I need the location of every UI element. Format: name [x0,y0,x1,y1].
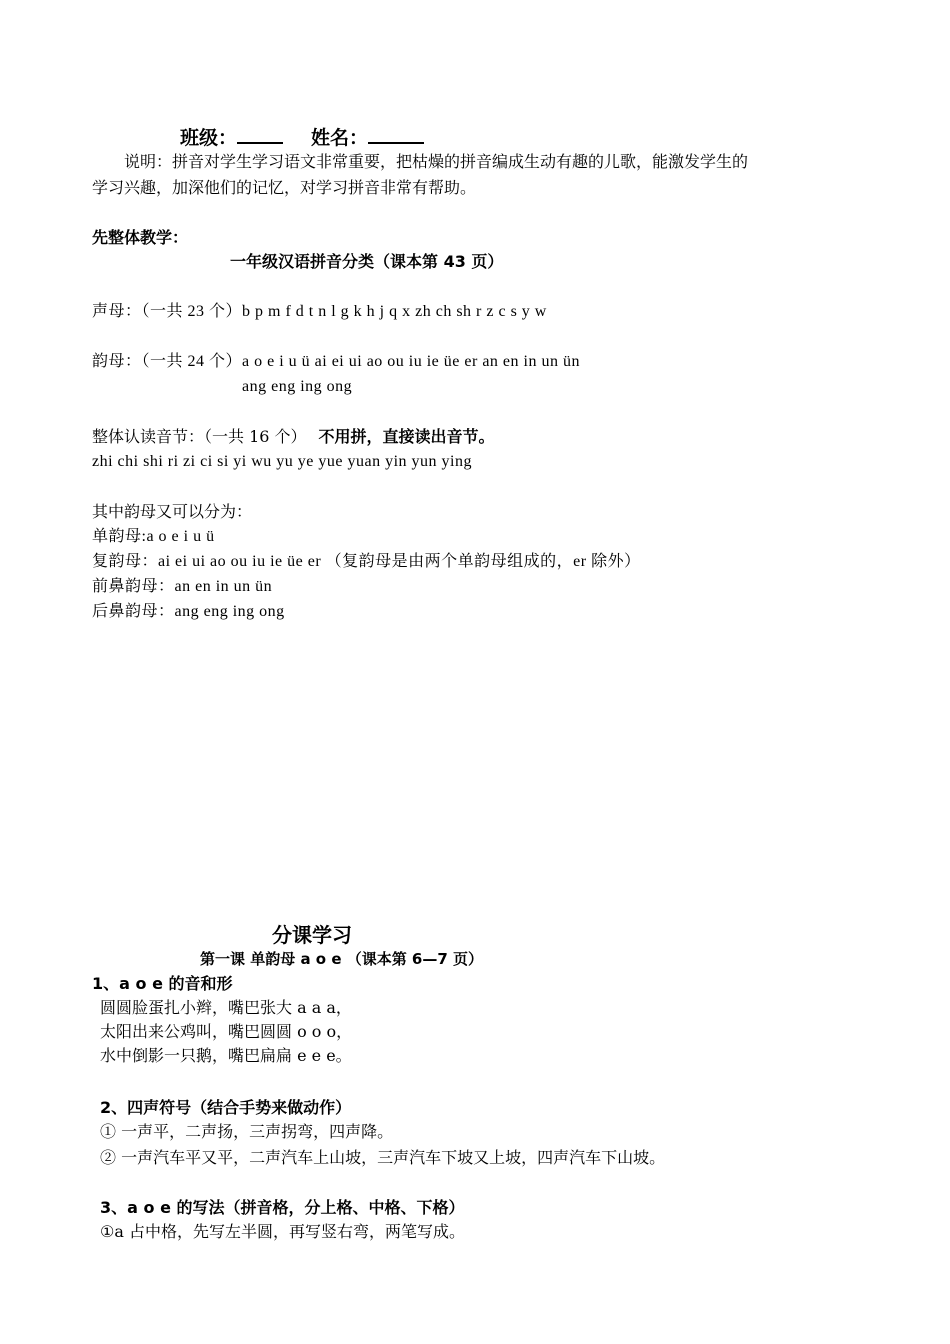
name-label: 姓名： [311,127,369,149]
tone-rhyme-1: ① 一声平，二声扬，三声拐弯，四声降。 [100,1122,394,1141]
lessons-title: 分课学习 [272,923,352,947]
name-blank [368,124,424,144]
header-line [180,124,424,150]
intro-line-1: 说明：拼音对学生学习语文非常重要，把枯燥的拼音编成生动有趣的儿歌，能激发学生的 [124,152,749,171]
section-3-heading: 3、a o e 的写法（拼音格，分上格、中格、下格） [100,1198,465,1217]
writing-rule-a: ①a 占中格，先写左半圆，再写竖右弯，两笔写成。 [100,1222,465,1241]
back-nasal-finals: 后鼻韵母：ang eng ing ong [92,603,285,620]
lesson-1-title: 第一课 单韵母 a o e （课本第 6—7 页） [200,950,484,968]
rhyme-line-2: 太阳出来公鸡叫，嘴巴圆圆 o o o， [100,1022,353,1041]
whole-syllables-note: 不用拼，直接读出音节。 [318,427,495,446]
rhyme-line-3: 水中倒影一只鹅，嘴巴扁扁 e e e。 [100,1046,352,1065]
intro-line-2: 学习兴趣，加深他们的记忆，对学习拼音非常有帮助。 [92,178,477,197]
class-label: 班级： [180,127,238,149]
single-finals: 单韵母:a o e i u ü [92,528,215,545]
section-1-heading: 1、a o e 的音和形 [92,974,233,993]
overall-title: 一年级汉语拼音分类（课本第 43 页） [230,252,504,271]
whole-syllables-label-line [92,427,495,447]
class-blank [237,124,283,144]
tone-rhyme-2: ② 一声汽车平又平，二声汽车上山坡，三声汽车下坡又上坡，四声汽车下山坡。 [100,1148,666,1167]
compound-finals: 复韵母：ai ei ui ao ou iu ie üe er （复韵母是由两个单韵母组成的，er 除外） [92,553,641,570]
front-nasal-finals: 前鼻韵母：an en in un ün [92,578,273,595]
finals-line-1: 韵母：（一共 24 个）a o e i u ü ai ei ui ao ou iu ie üe er an en in un ün [92,353,580,370]
finals-subheading: 其中韵母又可以分为： [92,502,253,521]
initials-line: 声母：（一共 23 个）b p m f d t n l g k h j q x zh ch sh r z c s y w [92,303,547,320]
whole-syllables-label: 整体认读音节：（一共 16 个） [92,427,307,446]
rhyme-line-1: 圆圆脸蛋扎小辫，嘴巴张大 a a a， [100,998,352,1017]
overall-heading: 先整体教学： [92,228,189,247]
whole-syllables-list: zhi chi shi ri zi ci si yi wu yu ye yue yuan yin yun ying [92,453,472,470]
section-2-heading: 2、四声符号（结合手势来做动作） [100,1098,352,1117]
finals-line-2: ang eng ing ong [242,378,353,395]
